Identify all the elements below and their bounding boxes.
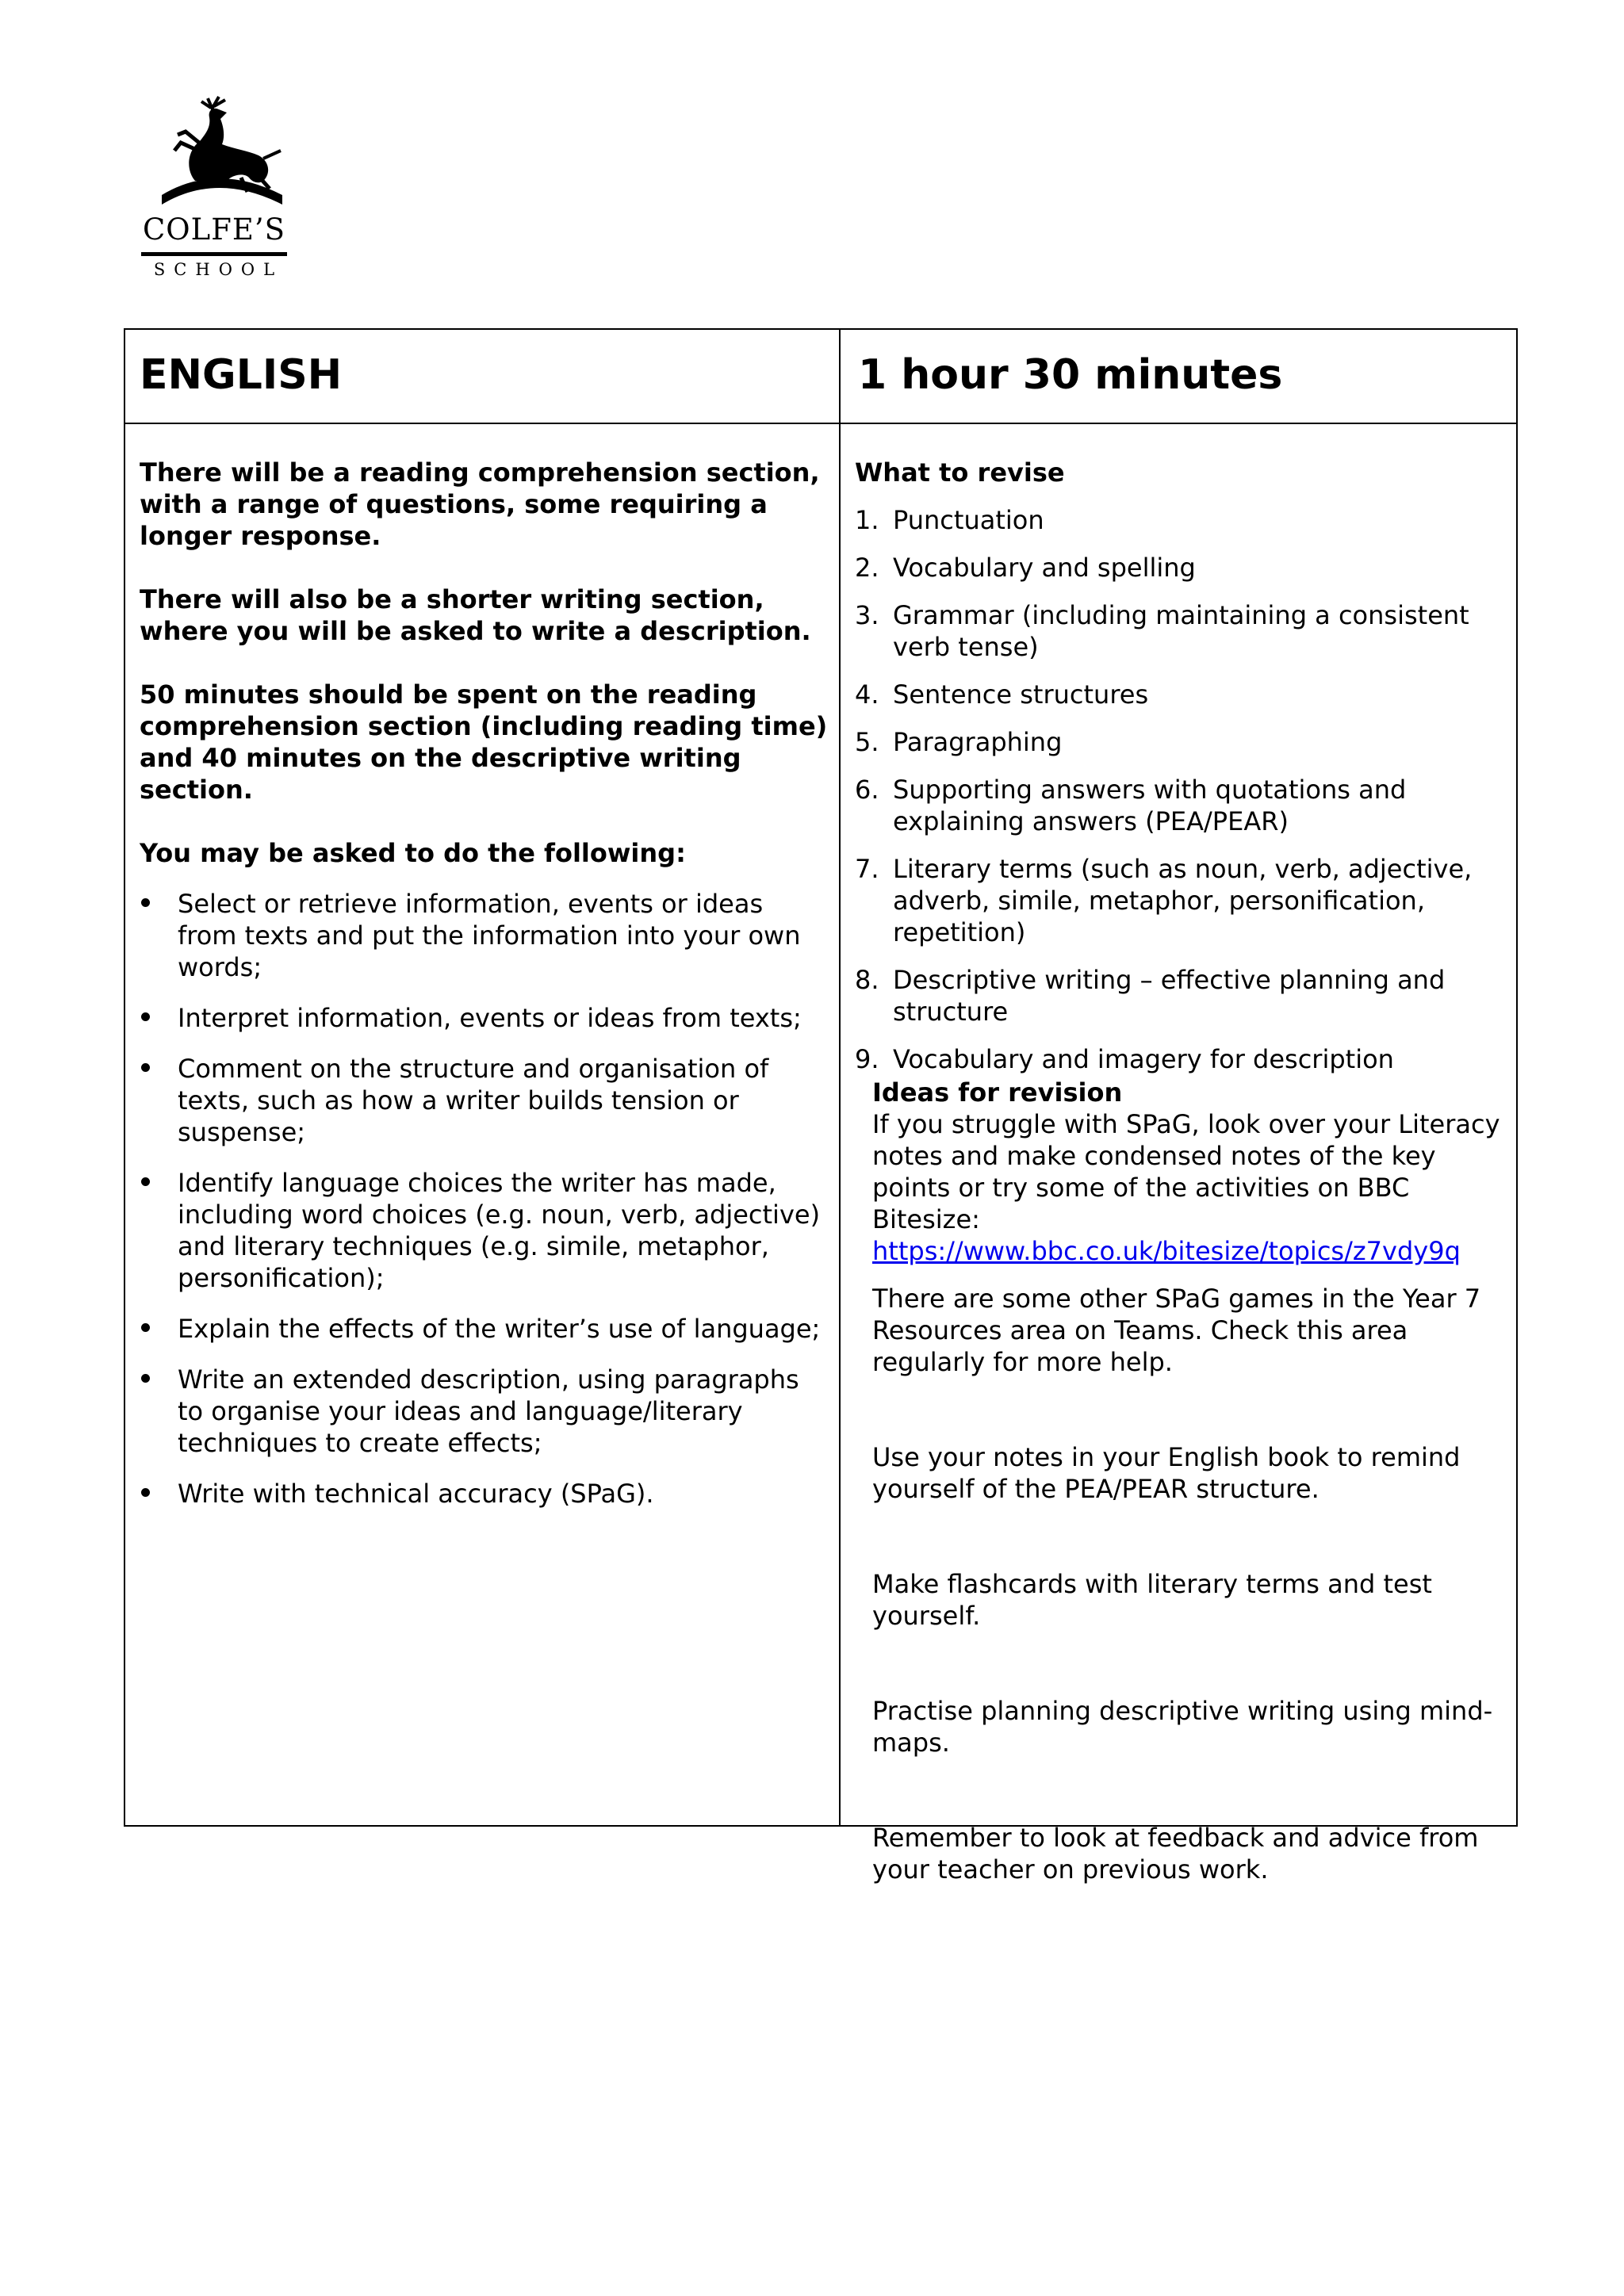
list-item-number: 8. — [855, 965, 879, 995]
list-item-number: 7. — [855, 854, 879, 884]
exam-duration: 1 hour 30 minutes — [858, 351, 1283, 399]
list-item — [140, 1167, 829, 1294]
list-item-text: Sentence structures — [893, 679, 1149, 710]
ideas-spag — [872, 1108, 1507, 1267]
tasks-heading: You may be asked to do the following: — [140, 838, 686, 868]
list-item-text: Write with technical accuracy (SPaG). — [178, 1479, 654, 1509]
list-item-text: Literary terms (such as noun, verb, adjective, adverb, simile, metaphor, personification, repetition) — [893, 854, 1473, 947]
list-item-text: Comment on the structure and organisation of texts, such as how a writer builds tension or suspense; — [178, 1054, 769, 1147]
revise-list — [855, 504, 1510, 1075]
info-table — [124, 328, 1518, 1885]
list-item — [855, 853, 1510, 948]
list-item-text: Punctuation — [893, 505, 1044, 535]
logo-divider — [141, 252, 287, 256]
bullet-icon — [141, 1012, 150, 1021]
bullet-icon — [141, 898, 150, 907]
bullet-icon — [141, 1488, 150, 1497]
list-item-text: Grammar (including maintaining a consistent verb tense) — [893, 600, 1469, 662]
school-logo — [135, 95, 293, 285]
revise-heading: What to revise — [855, 457, 1065, 488]
list-item — [140, 888, 829, 983]
intro-writing: There will also be a shorter writing section, where you will be asked to write a description. — [140, 584, 811, 646]
list-item — [855, 726, 1510, 758]
table-border-right — [1516, 328, 1518, 1827]
list-item — [855, 679, 1510, 710]
list-item-text: Explain the effects of the writer’s use of language; — [178, 1314, 821, 1344]
list-item-text: Descriptive writing – effective planning and structure — [893, 965, 1446, 1027]
ideas-flashcards: Make flashcards with literary terms and test yourself. — [872, 1569, 1432, 1631]
list-item — [140, 1364, 829, 1459]
list-item-number: 5. — [855, 727, 879, 757]
list-item — [855, 964, 1510, 1027]
ideas-mind-maps: Practise planning descriptive writing using mind-maps. — [872, 1696, 1493, 1758]
list-item — [855, 774, 1510, 837]
exam-format-column — [140, 457, 829, 1529]
intro-reading: There will be a reading comprehension section, with a range of questions, some requiring a longer response. — [140, 457, 820, 551]
list-item-text: Paragraphing — [893, 727, 1063, 757]
bullet-icon — [141, 1374, 150, 1383]
bullet-icon — [141, 1323, 150, 1332]
intro-timing: 50 minutes should be spent on the reading comprehension section (including reading time) and 40 minutes on the descriptive writing section. — [140, 679, 828, 805]
revision-ideas — [872, 1077, 1507, 1885]
logo-name: COLFE’S — [142, 212, 285, 247]
revision-column — [855, 457, 1510, 1885]
ideas-heading: Ideas for revision — [872, 1077, 1123, 1108]
list-item — [855, 552, 1510, 584]
list-item-text: Identify language choices the writer has made, including word choices (e.g. noun, verb, adjective) and literary techniques (e.g. simile, metaphor, personification); — [178, 1168, 821, 1293]
bitesize-link[interactable]: https://www.bbc.co.uk/bitesize/topics/z7vdy9q — [872, 1236, 1461, 1266]
ideas-spag-text: If you struggle with SPaG, look over your Literacy notes and make condensed notes of the key points or try some of the activities on BBC Bitesize: — [872, 1109, 1500, 1234]
logo-subtitle: SCHOOL — [153, 260, 284, 279]
list-item-text: Interpret information, events or ideas from texts; — [178, 1003, 802, 1033]
list-item-number: 2. — [855, 553, 879, 583]
list-item-text: Select or retrieve information, events or ideas from texts and put the information into your own words; — [178, 889, 801, 982]
ideas-spag-games: There are some other SPaG games in the Year 7 Resources area on Teams. Check this area regularly for more help. — [872, 1284, 1481, 1377]
bullet-icon — [141, 1177, 150, 1186]
list-item — [140, 1478, 829, 1510]
list-item-number: 3. — [855, 600, 879, 630]
table-header-divider — [124, 423, 1518, 424]
list-item-number: 9. — [855, 1044, 879, 1074]
list-item-number: 4. — [855, 679, 879, 710]
list-item — [140, 1313, 829, 1345]
ideas-feedback: Remember to look at feedback and advice from your teacher on previous work. — [872, 1823, 1479, 1885]
list-item-number: 6. — [855, 775, 879, 805]
list-item-text: Vocabulary and imagery for description — [893, 1044, 1394, 1074]
table-border-top — [124, 328, 1518, 330]
list-item — [855, 504, 1510, 536]
subject-title: ENGLISH — [140, 351, 343, 399]
list-item — [855, 1043, 1510, 1075]
list-item-number: 1. — [855, 505, 879, 535]
list-item — [855, 599, 1510, 663]
list-item — [140, 1002, 829, 1034]
bullet-icon — [141, 1063, 150, 1072]
list-item-text: Supporting answers with quotations and explaining answers (PEA/PEAR) — [893, 775, 1407, 836]
table-border-left — [124, 328, 125, 1827]
list-item-text: Write an extended description, using paragraphs to organise your ideas and language/literary techniques to create effects; — [178, 1364, 799, 1458]
ideas-pea-notes: Use your notes in your English book to remind yourself of the PEA/PEAR structure. — [872, 1442, 1461, 1504]
table-column-divider — [839, 328, 841, 1827]
list-item — [140, 1053, 829, 1148]
tasks-list — [140, 888, 829, 1510]
stag-icon — [146, 95, 289, 206]
list-item-text: Vocabulary and spelling — [893, 553, 1196, 583]
